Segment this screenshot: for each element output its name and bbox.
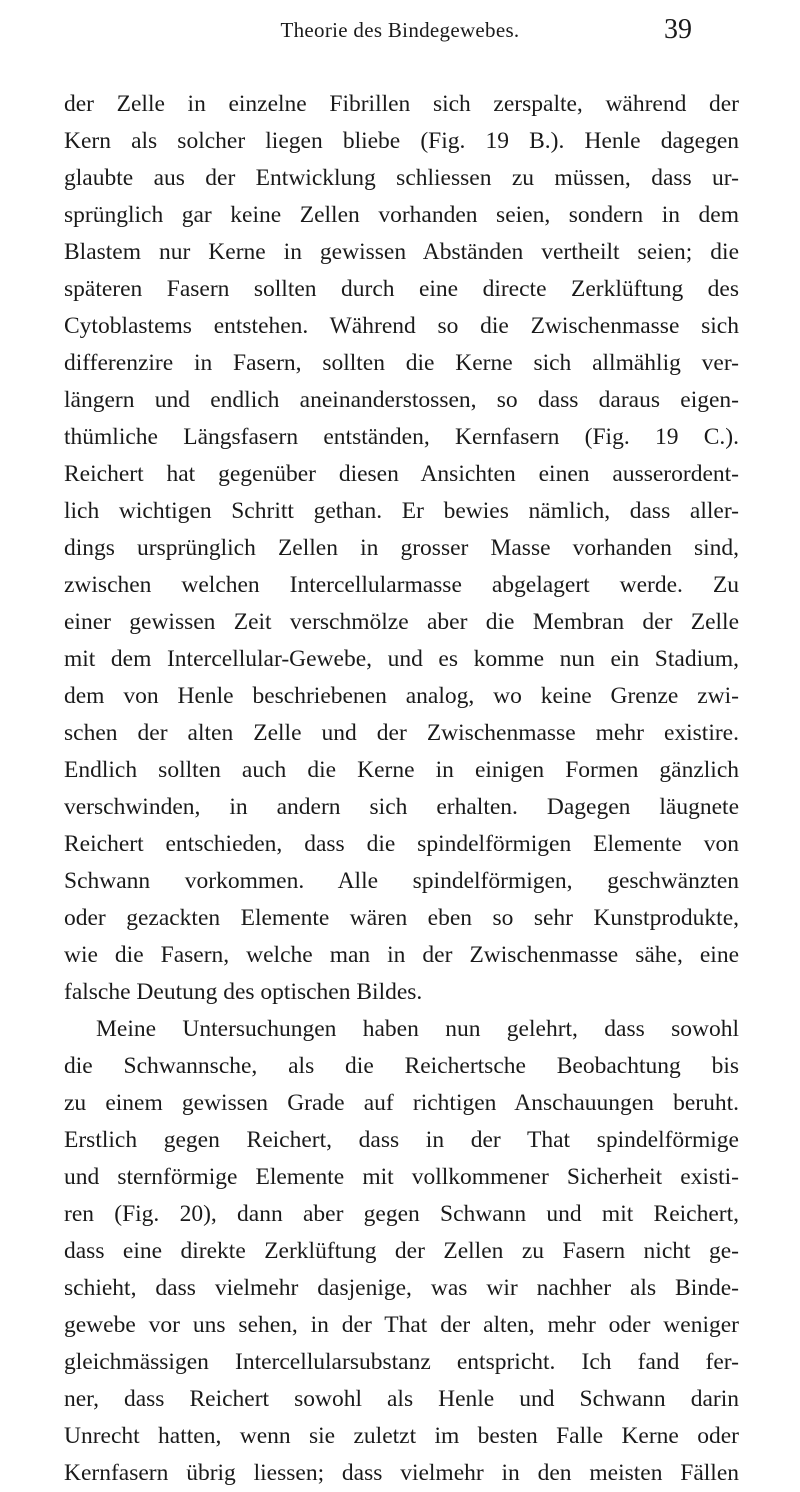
text-line: Meine Untersuchungen haben nun gelehrt, dass sowohl	[96, 1016, 739, 1042]
text-line: Kern als solcher liegen bliebe (Fig. 19 B.). Henle dagegen	[64, 128, 739, 154]
body-text	[64, 86, 739, 1492]
text-line: die Schwannsche, als die Reichertsche Beobachtung bis	[64, 1053, 739, 1079]
text-line: glaubte aus der Entwicklung schliessen zu müssen, dass ur-	[64, 165, 739, 191]
text-line: Endlich sollten auch die Kerne in einigen Formen gänzlich	[64, 757, 739, 783]
text-line: Cytoblastems entstehen. Während so die Zwischenmasse sich	[64, 313, 739, 339]
text-line: Reichert entschieden, dass die spindelförmigen Elemente von	[64, 831, 739, 857]
text-line: falsche Deutung des optischen Bildes.	[64, 979, 423, 1005]
text-line: Reichert hat gegenüber diesen Ansichten einen ausserordent-	[64, 461, 739, 487]
text-line: ner, dass Reichert sowohl als Henle und Schwann darin	[64, 1386, 739, 1412]
text-line: verschwinden, in andern sich erhalten. Dagegen läugnete	[64, 794, 739, 820]
text-line: dings ursprünglich Zellen in grosser Masse vorhanden sind,	[64, 535, 739, 561]
text-line: sprünglich gar keine Zellen vorhanden seien, sondern in dem	[64, 202, 739, 228]
text-line: Schwann vorkommen. Alle spindelförmigen, geschwänzten	[64, 868, 739, 894]
text-line: der Zelle in einzelne Fibrillen sich zerspalte, während der	[64, 91, 739, 117]
text-line: wie die Fasern, welche man in der Zwischenmasse sähe, eine	[64, 942, 739, 968]
text-line: thümliche Längsfasern entständen, Kernfasern (Fig. 19 C.).	[64, 424, 739, 450]
text-line: oder gezackten Elemente wären eben so sehr Kunstprodukte,	[64, 905, 739, 931]
text-line: Blastem nur Kerne in gewissen Abständen vertheilt seien; die	[64, 239, 739, 265]
text-line: schieht, dass vielmehr dasjenige, was wir nachher als Binde-	[64, 1275, 739, 1301]
text-line: Unrecht hatten, wenn sie zuletzt im besten Falle Kerne oder	[64, 1423, 739, 1449]
text-line: Erstlich gegen Reichert, dass in der That spindelförmige	[64, 1127, 739, 1153]
text-line: lich wichtigen Schritt gethan. Er bewies nämlich, dass aller-	[64, 498, 739, 524]
text-line: zwischen welchen Intercellularmasse abgelagert werde. Zu	[64, 572, 739, 598]
text-line: und sternförmige Elemente mit vollkommener Sicherheit existi-	[64, 1164, 739, 1190]
text-line: längern und endlich aneinanderstossen, so dass daraus eigen-	[64, 387, 739, 413]
text-line: dass eine direkte Zerklüftung der Zellen zu Fasern nicht ge-	[64, 1238, 739, 1264]
text-line: zu einem gewissen Grade auf richtigen Anschauungen beruht.	[64, 1090, 739, 1116]
text-line: mit dem Intercellular-Gewebe, und es komme nun ein Stadium,	[64, 646, 739, 672]
text-line: differenzire in Fasern, sollten die Kerne sich allmählig ver-	[64, 350, 739, 376]
text-line: gleichmässigen Intercellularsubstanz entspricht. Ich fand fer-	[64, 1349, 739, 1375]
running-title: Theorie des Bindegewebes.	[280, 18, 520, 42]
text-line: Kernfasern übrig liessen; dass vielmehr in den meisten Fällen	[64, 1460, 739, 1486]
text-line: späteren Fasern sollten durch eine directe Zerklüftung des	[64, 276, 739, 302]
text-line: ren (Fig. 20), dann aber gegen Schwann und mit Reichert,	[64, 1201, 739, 1227]
page-number: 39	[664, 14, 692, 45]
text-line: schen der alten Zelle und der Zwischenmasse mehr existire.	[64, 720, 739, 746]
text-line: einer gewissen Zeit verschmölze aber die Membran der Zelle	[64, 609, 739, 635]
text-line: gewebe vor uns sehen, in der That der alten, mehr oder weniger	[64, 1312, 739, 1338]
text-line: dem von Henle beschriebenen analog, wo keine Grenze zwi-	[64, 683, 739, 709]
